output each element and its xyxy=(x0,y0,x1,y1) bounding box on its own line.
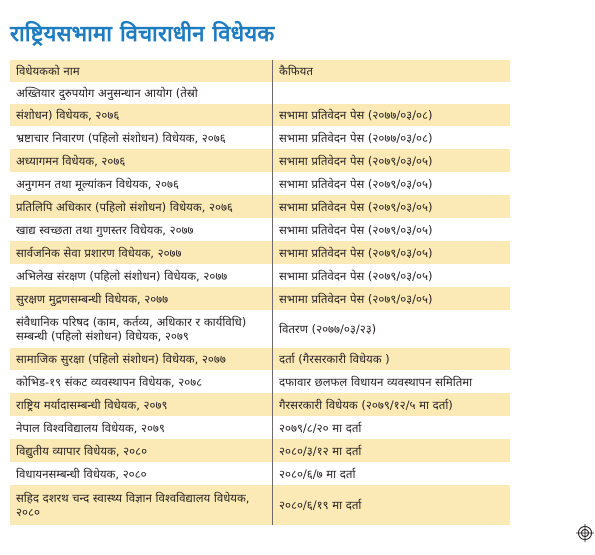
bill-remark: सभामा प्रतिवेदन पेस (२०७७/०३/०८) xyxy=(272,104,510,126)
bill-remark: दफावार छलफल विधायन व्यवस्थापन समितिमा xyxy=(272,370,510,393)
bill-remark: सभामा प्रतिवेदन पेस (२०७९/०३/०५) xyxy=(272,241,510,264)
table-row xyxy=(10,104,510,126)
table-row xyxy=(10,264,510,287)
table-row xyxy=(10,462,510,485)
bill-name: कोभिड-१९ संकट व्यवस्थापन विधेयक, २०७८ xyxy=(16,374,203,389)
table-row xyxy=(10,439,510,462)
bill-name: सामाजिक सुरक्षा (पहिलो संशोधन) विधेयक, २०७७ xyxy=(16,352,226,366)
bill-remark xyxy=(272,82,510,104)
bill-remark: २०८०/६/१९ मा दर्ता xyxy=(272,485,510,525)
bill-name: अभिलेख संरक्षण (पहिलो संशोधन) विधेयक, २०७७ xyxy=(16,268,228,283)
bill-name: सहिद दशरथ चन्द स्वास्थ्य विज्ञान विश्वविद्यालय विधेयक, २०८० xyxy=(16,491,250,519)
bill-remark: दर्ता (गैरसरकारी विधेयक ) xyxy=(272,348,510,370)
bill-name: सुरक्षण मुद्रणसम्बन्धी विधेयक, २०७७ xyxy=(16,291,169,306)
bill-remark: वितरण (२०७७/०३/२३) xyxy=(272,310,510,348)
table-row xyxy=(10,485,510,525)
table-row xyxy=(10,393,510,416)
bill-remark: गैरसरकारी विधेयक (२०७९/१२/५ मा दर्ता) xyxy=(272,393,510,416)
crosshair-registration-icon xyxy=(576,524,594,542)
bill-name: भ्रष्टाचार निवारण (पहिलो संशोधन) विधेयक, २०७६ xyxy=(16,130,226,145)
table-row xyxy=(10,218,510,241)
bill-name: खाद्य स्वच्छता तथा गुणस्तर विधेयक, २०७७ xyxy=(16,222,194,237)
bill-name: नेपाल विश्वविद्यालय विधेयक, २०७९ xyxy=(16,420,165,435)
bill-name: अख्तियार दुरुपयोग अनुसन्धान आयोग (तेस्रो xyxy=(16,86,198,100)
bills-table xyxy=(10,60,510,525)
table-row xyxy=(10,149,510,172)
bill-remark: सभामा प्रतिवेदन पेस (२०७७/०३/०८) xyxy=(272,126,510,149)
bill-name: प्रतिलिपि अधिकार (पहिलो संशोधन) विधेयक, २०७६ xyxy=(16,199,233,214)
bill-name: सार्वजनिक सेवा प्रशारण विधेयक, २०७७ xyxy=(16,245,182,260)
table-row xyxy=(10,287,510,310)
bill-name: अनुगमन तथा मूल्यांकन विधेयक, २०७६ xyxy=(16,176,179,191)
table-row xyxy=(10,195,510,218)
bill-remark: २०८०/६/७ मा दर्ता xyxy=(272,462,510,485)
table-header-row xyxy=(10,60,510,82)
bill-remark: २०८०/३/१२ मा दर्ता xyxy=(272,439,510,462)
table-row xyxy=(10,310,510,348)
bill-remark: २०७९/८/२० मा दर्ता xyxy=(272,416,510,439)
table-row xyxy=(10,82,510,104)
bill-remark: सभामा प्रतिवेदन पेस (२०७९/०३/०५) xyxy=(272,264,510,287)
table-row xyxy=(10,348,510,370)
page-title: राष्ट्रियसभामा विचाराधीन विधेयक xyxy=(10,22,275,47)
table-row xyxy=(10,126,510,149)
table-row xyxy=(10,172,510,195)
bill-remark: सभामा प्रतिवेदन पेस (२०७९/०३/०५) xyxy=(272,218,510,241)
bill-name: अध्यागमन विधेयक, २०७६ xyxy=(16,153,126,168)
table-row xyxy=(10,241,510,264)
bill-name: संशोधन) विधेयक, २०७६ xyxy=(16,108,120,122)
bill-remark: सभामा प्रतिवेदन पेस (२०७९/०३/०५) xyxy=(272,172,510,195)
table-row xyxy=(10,416,510,439)
header-remarks: कैफियत xyxy=(272,60,510,82)
bill-name: विधायनसम्बन्धी विधेयक, २०८० xyxy=(16,466,147,481)
table-row xyxy=(10,370,510,393)
bill-name: संवैधानिक परिषद (काम, कर्तव्य, अधिकार र कार्यविधि) सम्बन्धी (पहिलो संशोधन) विधेयक, २०७९ xyxy=(16,315,247,343)
bill-remark: सभामा प्रतिवेदन पेस (२०७९/०३/०५) xyxy=(272,287,510,310)
header-bill-name: विधेयकको नाम xyxy=(16,64,80,78)
bill-name: विद्युतीय व्यापार विधेयक, २०८० xyxy=(16,443,148,458)
bill-remark: सभामा प्रतिवेदन पेस (२०७९/०३/०५) xyxy=(272,195,510,218)
bill-name: राष्ट्रिय मर्यादासम्बन्धी विधेयक, २०७९ xyxy=(16,397,168,412)
bill-remark: सभामा प्रतिवेदन पेस (२०७९/०३/०५) xyxy=(272,149,510,172)
